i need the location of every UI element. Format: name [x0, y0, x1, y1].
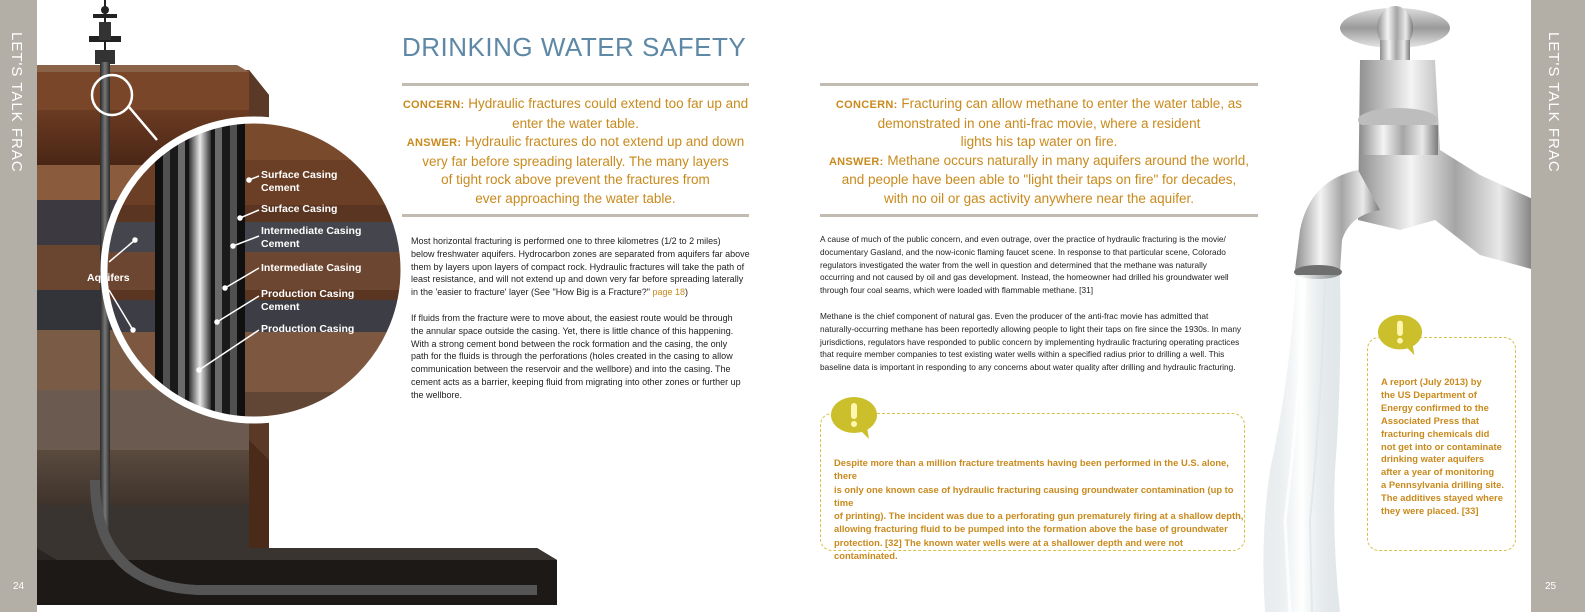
- left-body-paragraph-1: Most horizontal fracturing is performed one to three kilometres (1/2 to 2 miles) below freshwater aquifers. Hydrocarbon zones are separated from aquifers far above them by layers upon layers of compact rock. Hydraulic fractures will take the path of least resistance, and will not extend up and down very far before spreading laterally in the 'easier to fracture' layer (See "How Big is a Fracture?" page 18): [411, 236, 750, 298]
- left-side-strip: [0, 0, 37, 612]
- label-intermediate-casing: Intermediate Casing: [261, 262, 362, 274]
- page-18-link[interactable]: page 18: [652, 287, 685, 298]
- left-body-text: [411, 235, 756, 415]
- left-top-rule: [402, 83, 749, 86]
- right-side-strip: [1531, 0, 1585, 612]
- answer-key: ANSWER:: [406, 137, 462, 149]
- page-title: DRINKING WATER SAFETY: [402, 32, 747, 62]
- left-concern-line-1: CONCERN: Hydraulic fractures could extend too far up and: [402, 96, 749, 111]
- left-answer-line-4: ever approaching the water table.: [475, 190, 676, 206]
- right-side-title: LET'S TALK FRAC: [1545, 32, 1562, 173]
- label-production-casing-cement-2: Cement: [261, 301, 300, 313]
- right-bottom-rule: [820, 214, 1258, 217]
- label-production-casing-cement: Production Casing: [261, 288, 355, 300]
- left-concern-line-2: enter the water table.: [512, 115, 639, 131]
- left-answer-line-2: very far before spreading laterally. The many layers: [422, 153, 729, 169]
- label-intermediate-casing-cement-2: Cement: [261, 238, 300, 250]
- exclamation-bubble-icon: [829, 395, 879, 441]
- left-answer-line-3: of tight rock above prevent the fractures from: [441, 172, 710, 187]
- right-answer-line-2: and people have been able to "light their taps on fire" for decades,: [841, 172, 1237, 187]
- concern-key: CONCERN:: [402, 99, 465, 111]
- label-aquifers: Aquifers: [87, 272, 130, 284]
- label-surface-casing: Surface Casing: [261, 203, 338, 215]
- left-page-number: 24: [13, 581, 25, 592]
- left-answer-line-1: ANSWER: Hydraulic fractures do not extend up and down: [406, 134, 745, 149]
- right-body-paragraph-1: A cause of much of the public concern, and even outrage, over the practice of hydraulic fracturing is the movie/ documentary Gasland, and the now-iconic flaming faucet scene. In response to that particular scene, Colorado regulators investigated the water from the well in question and determined that the methane was naturally occurring and not caused by oil and gas development. Instead, the homeowner had drilled his groundwater well through four coal seams, which were loaded with flammable methane. [31]: [820, 234, 1229, 296]
- left-bottom-rule: [402, 214, 749, 217]
- exclamation-bubble-icon-2: [1376, 312, 1424, 358]
- right-body-paragraph-2: Methane is the chief component of natural gas. Even the producer of the anti-frac movie has admitted that naturally-occurring methane has been reportedly allowing people to light their taps on fire since the 1930s. In many jurisdictions, regulators have responded to public concern by implementing hydraulic fracturing operating practices that require member companies to test existing water wells within a specified radius prior to drilling a well. This baseline data is important in responding to any concerns about water quality after drilling and hydraulic fracturing.: [820, 310, 1242, 373]
- right-concern-line-2: demonstrated in one anti-frac movie, where a resident: [877, 115, 1201, 131]
- report-callout-text: A report (July 2013) by the US Department of Energy confirmed to the Associated Press that fracturing chemicals did not get into or contaminate drinking water aquifers after a year of monitoring a Pennsylvania drilling site. The additives stayed where they were placed. [33]: [1381, 376, 1504, 517]
- contamination-callout-text: Despite more than a million fracture treatments having been performed in the U.S. alone, there is only one known case of hydraulic fracturing causing groundwater contamination (up to time of printing). The incident was due to a perforating gun prematurely firing at a shallow depth, allowing fracturing fluid to be pumped into the formation above the base of groundwater protection. [32] The known water wells were at a shallower depth and were not contaminated.: [834, 457, 1244, 562]
- right-concern-line-1: CONCERN: Fracturing can allow methane to enter the water table, as: [835, 96, 1243, 111]
- right-page-number: 25: [1545, 581, 1557, 592]
- label-production-casing: Production Casing: [261, 323, 355, 335]
- right-body-text: [820, 233, 1260, 387]
- right-answer-line-1: ANSWER: Methane occurs naturally in many aquifers around the world,: [828, 152, 1250, 168]
- left-body-paragraph-2: If fluids from the fracture were to move about, the easiest route would be through the annular space outside the casing. Yet, there is little chance of this happening. With a strong cement bond between the rock formation and the casing, the only path for the fluids is through the perforations (holes created in the casing to allow communication between the reservoir and the wellbore) and into the casing. The cement acts as a barrier, keeping fluid from migrating into other zones or further up the wellbore.: [411, 312, 741, 400]
- left-side-title: LET'S TALK FRAC: [8, 32, 25, 173]
- left-qa-block: [402, 95, 749, 208]
- label-intermediate-casing-cement: Intermediate Casing: [261, 225, 362, 237]
- right-top-rule: [820, 83, 1258, 86]
- right-qa-block: [820, 95, 1258, 208]
- label-surface-casing-cement: Surface Casing: [261, 169, 338, 181]
- label-surface-casing-cement-2: Cement: [261, 182, 300, 194]
- right-concern-line-3: lights his tap water on fire.: [960, 134, 1118, 149]
- right-answer-line-3: with no oil or gas activity anywhere near the aquifer.: [884, 190, 1194, 206]
